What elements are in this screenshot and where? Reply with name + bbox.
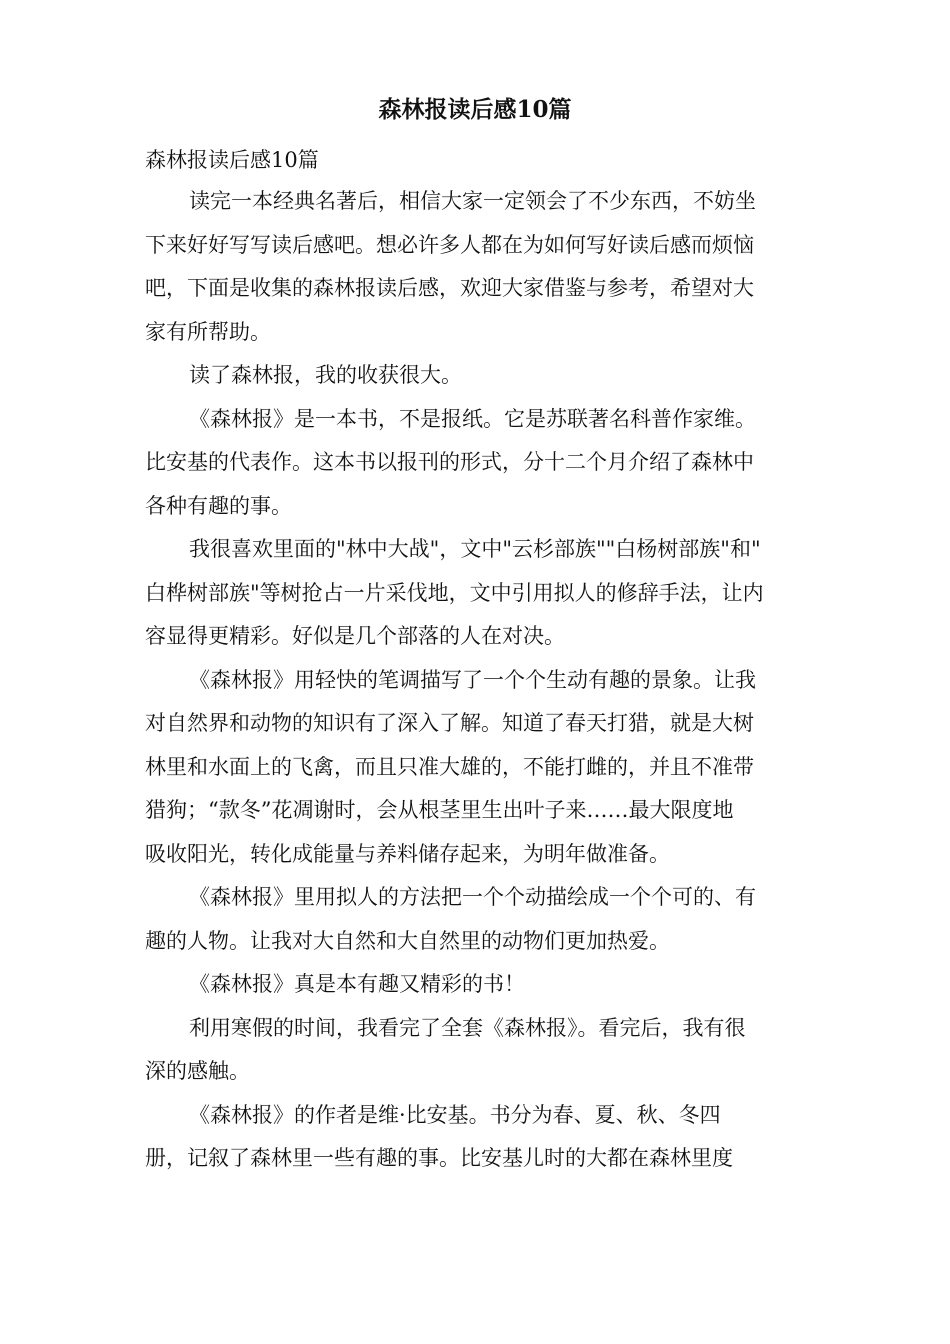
text-line: 吸收阳光，转化成能量与养料储存起来，为明年做准备。	[145, 841, 670, 866]
document-title: 森林报读后感10篇	[378, 96, 572, 123]
paragraph	[145, 963, 805, 1007]
text-line: 白桦树部族"等树抢占一片采伐地，文中引用拟人的修辞手法，让内	[145, 580, 764, 605]
paragraph	[145, 354, 805, 398]
paragraph-intro	[145, 180, 805, 354]
paragraph	[145, 659, 805, 877]
text-line: 《森林报》是一本书，不是报纸。它是苏联著名科普作家维。	[189, 406, 756, 431]
text-line: 我很喜欢里面的"林中大战"，文中"云杉部族""白杨树部族"和"	[189, 537, 761, 561]
text-line: 猎狗；“款冬”花凋谢时，会从根茎里生出叶子来……最大限度地	[145, 798, 734, 822]
text-line: 林里和水面上的飞禽，而且只准大雄的，不能打雌的，并且不准带	[145, 754, 754, 779]
text-line: 利用寒假的时间，我看完了全套《森林报》。看完后，我有很	[189, 1015, 746, 1040]
text-line: 《森林报》里用拟人的方法把一个个动描绘成一个个可的、有	[189, 885, 756, 909]
document-subtitle: 森林报读后感10篇	[145, 148, 319, 172]
paragraph	[145, 1007, 805, 1094]
text-line: 读了森林报，我的收获很大。	[189, 363, 462, 387]
text-line: 深的感触。	[145, 1059, 250, 1083]
paragraph	[145, 528, 805, 659]
paragraph	[145, 876, 805, 963]
paragraph	[145, 1094, 805, 1181]
text-line: 各种有趣的事。	[145, 493, 292, 518]
text-line: 吧，下面是收集的森林报读后感，欢迎大家借鉴与参考，希望对大	[145, 276, 754, 300]
text-line: 读完一本经典名著后，相信大家一定领会了不少东西，不妨坐	[189, 189, 756, 213]
document-body	[145, 142, 805, 1181]
text-line: 下来好好写写读后感吧。想必许多人都在为如何写好读后感而烦恼	[145, 232, 754, 257]
text-line: 《森林报》真是本有趣又精彩的书！	[189, 972, 525, 996]
text-line: 对自然界和动物的知识有了深入了解。知道了春天打猎，就是大树	[145, 711, 754, 735]
text-line: 容显得更精彩。好似是几个部落的人在对决。	[145, 624, 565, 648]
text-line: 《森林报》用轻快的笔调描写了一个个生动有趣的景象。让我	[189, 667, 756, 692]
text-line: 比安基的代表作。这本书以报刊的形式，分十二个月介绍了森林中	[145, 450, 754, 474]
text-line: 册，记叙了森林里一些有趣的事。比安基儿时的大都在森林里度	[145, 1146, 733, 1170]
text-line: 家有所帮助。	[145, 319, 271, 344]
text-line: 趣的人物。让我对大自然和大自然里的动物们更加热爱。	[145, 928, 670, 953]
paragraph	[145, 398, 805, 529]
text-line: 《森林报》的作者是维·比安基。书分为春、夏、秋、冬四	[189, 1102, 721, 1127]
